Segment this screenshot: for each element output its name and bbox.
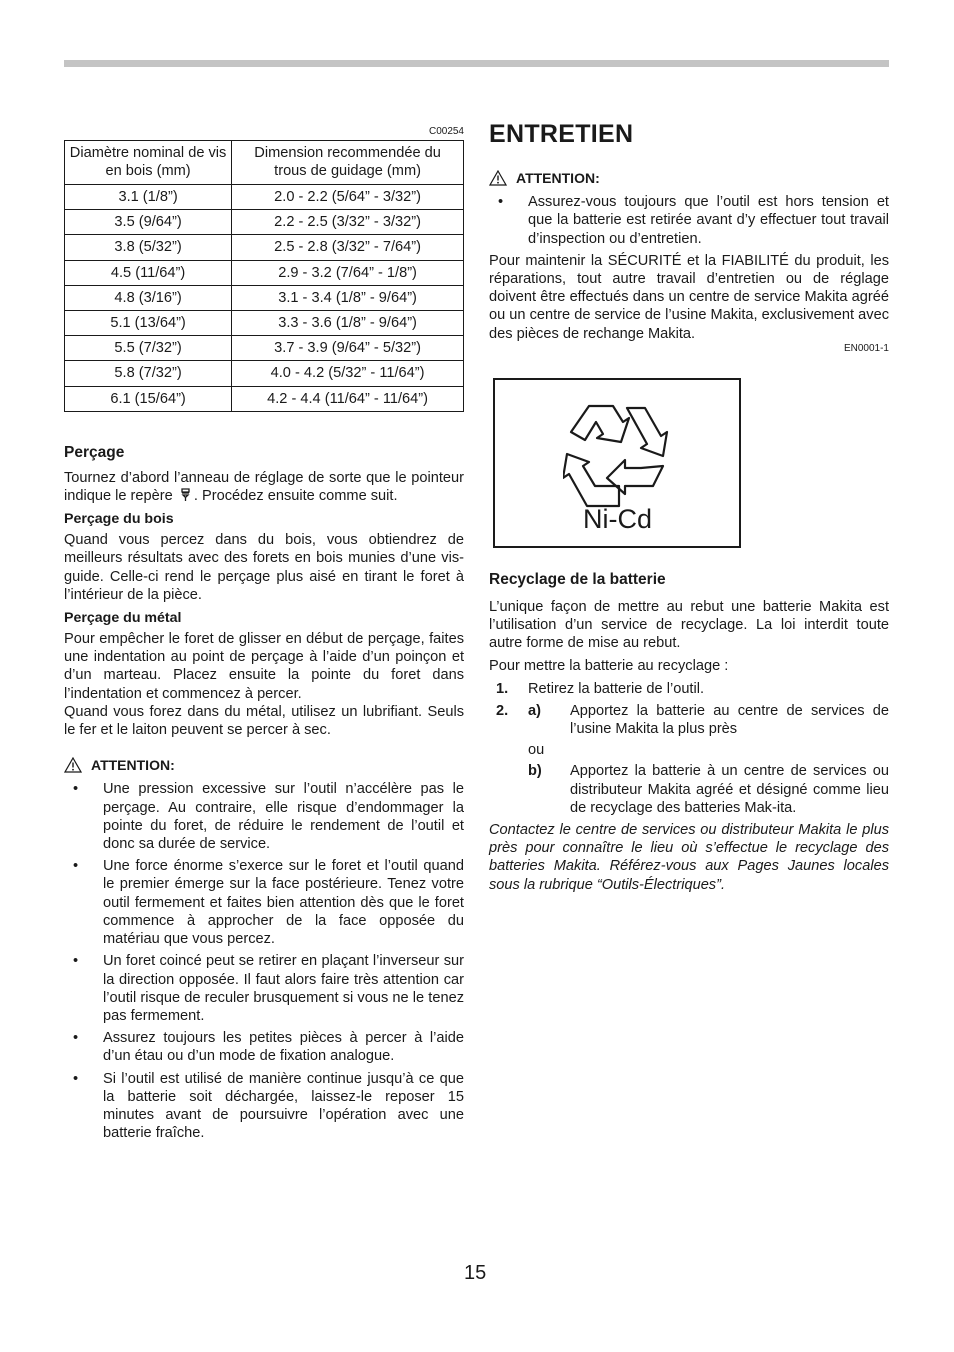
step-number: 2. xyxy=(496,702,509,719)
table-cell: 5.8 (7/32”) xyxy=(65,361,232,386)
list-item xyxy=(64,857,464,948)
table-row xyxy=(65,210,464,235)
percage-text-start: Tournez d’abord l’anneau de réglage de sorte que le pointeur indique le repère xyxy=(64,469,464,505)
screw-size-table xyxy=(64,140,464,412)
list-item xyxy=(489,680,889,698)
list-item xyxy=(489,702,889,817)
page-title: ENTRETIEN xyxy=(489,120,634,148)
table-cell: 3.8 (5/32”) xyxy=(65,235,232,260)
warning-icon xyxy=(64,757,82,773)
table-cell: 3.5 (9/64”) xyxy=(65,210,232,235)
table-row xyxy=(65,235,464,260)
table-code: C00254 xyxy=(428,126,464,137)
table-header: Dimension recommendée du trous de guidage (mm) xyxy=(232,141,464,185)
bullet-icon: • xyxy=(73,1030,79,1047)
table-row xyxy=(65,336,464,361)
table-row xyxy=(65,260,464,285)
step-number: 1. xyxy=(496,680,509,697)
table-cell: 2.9 - 3.2 (7/64” - 1/8”) xyxy=(232,260,464,285)
step-text: Retirez la batterie de l’outil. xyxy=(528,680,705,697)
left-column xyxy=(64,126,464,1146)
option-text: Apportez la batterie à un centre de services ou distributeur Makita agréé et désigné comme lieu de recyclage des batteries Mak-ita. xyxy=(570,763,889,816)
subtitle-bois: Perçage du bois xyxy=(64,511,174,528)
drill-mode-icon xyxy=(181,488,190,504)
table-cell: 5.1 (13/64”) xyxy=(65,311,232,336)
recycle-icon xyxy=(563,402,673,508)
right-column xyxy=(489,118,889,894)
attention-label: ATTENTION: xyxy=(91,757,175,774)
list-item-text: Si l’outil est utilisé de manière continue jusqu’à ce que la batterie soit déchargée, laissez-le reposer 15 minutes avant de poursuivre l’opération avec une batterie fraîche. xyxy=(103,1070,464,1142)
attention-label: ATTENTION: xyxy=(516,170,600,186)
page-number: 15 xyxy=(464,1262,487,1284)
table-row xyxy=(65,361,464,386)
table-cell: 2.0 - 2.2 (5/64” - 3/32”) xyxy=(232,185,464,210)
recycle-steps xyxy=(489,680,889,817)
table-cell: 5.5 (7/32”) xyxy=(65,336,232,361)
option-text: Apportez la batterie au centre de services de l’usine Makita la plus près xyxy=(570,702,889,738)
contact-paragraph: Contactez le centre de services ou distributeur Makita le plus près pour connaître le lieu où s’effectue le recyclage des batteries Makita. Référez-vous aux Pages Jaunes locales sous la rubrique “Outils-Électriques”. xyxy=(489,822,889,893)
bullet-icon: • xyxy=(73,1070,79,1087)
recycle-intro: Pour mettre la batterie au recyclage : xyxy=(489,658,729,675)
battery-type-label: Ni-Cd xyxy=(583,503,653,534)
table-header-row xyxy=(65,141,464,185)
list-item-text: Un foret coincé peut se retirer en plaçant l’inverseur sur la direction opposée. Il faut alors faire très attention car l’outil risque de reculer brusquement si vous ne le tenez pas fermement. xyxy=(103,953,464,1024)
section-code: EN0001-1 xyxy=(843,342,889,354)
table-cell: 3.1 (1/8”) xyxy=(65,185,232,210)
step-options xyxy=(528,702,889,817)
table-cell: 2.5 - 2.8 (3/32” - 7/64”) xyxy=(232,235,464,260)
list-item xyxy=(64,780,464,853)
recycle-paragraph: L’unique façon de mettre au rebut une batterie Makita est l’utilisation d’un service de recyclage. La loi interdit toute autre forme de mise au rebut. xyxy=(489,598,889,652)
table-row xyxy=(65,185,464,210)
header-rule xyxy=(64,60,889,67)
table-cell: 4.0 - 4.2 (5/32” - 11/64”) xyxy=(232,361,464,386)
step-option-a xyxy=(528,702,889,738)
warning-icon xyxy=(489,170,507,186)
list-item-text: Une pression excessive sur l’outil n’accélère pas le perçage. Au contraire, elle risque d’endommager la pointe du foret, de réduire le rendement de l’outil et donc sa durée de service. xyxy=(103,781,464,853)
table-row xyxy=(65,285,464,310)
table-header: Diamètre nominal de vis en bois (mm) xyxy=(65,141,232,185)
attention-heading xyxy=(489,169,889,187)
list-item xyxy=(489,193,889,248)
table-cell: 4.8 (3/16”) xyxy=(65,285,232,310)
list-item xyxy=(64,952,464,1025)
option-or: ou xyxy=(528,742,545,759)
list-item-text: Assurez toujours les petites pièces à percer à l’aide d’un étau ou d’un mode de fixation analogue. xyxy=(103,1030,464,1065)
list-item xyxy=(64,1029,464,1065)
attention-heading xyxy=(64,756,464,774)
attention-list xyxy=(489,193,889,248)
table-row xyxy=(65,386,464,411)
table-cell: 4.2 - 4.4 (11/64” - 11/64”) xyxy=(232,386,464,411)
percage-text-end: . Procédez ensuite comme suit. xyxy=(193,488,398,505)
bullet-icon: • xyxy=(73,858,79,875)
table-cell: 2.2 - 2.5 (3/32” - 3/32”) xyxy=(232,210,464,235)
bullet-icon: • xyxy=(498,194,504,211)
attention-list xyxy=(64,780,464,1142)
maintenance-paragraph: Pour maintenir la SÉCURITÉ et la FIABILITÉ du produit, les réparations, tout autre travail d’entretien ou de réglage doivent être effectués dans un centre de service Makita agréé ou un centre de service de l’usine Makita, exclusivement avec des pièces de rechange Makita. xyxy=(489,252,889,342)
list-item-text: Assurez-vous toujours que l’outil est hors tension et que la batterie est retirée avant d’y effectuer tout travail d’inspection ou d’entretien. xyxy=(528,194,889,247)
bullet-icon: • xyxy=(73,781,79,798)
subtitle-metal: Perçage du métal xyxy=(64,610,182,627)
table-cell: 4.5 (11/64”) xyxy=(65,260,232,285)
table-row xyxy=(65,311,464,336)
list-item xyxy=(64,1070,464,1143)
metal-paragraph-1: Pour empêcher le foret de glisser en début de perçage, faites une indentation au point de perçage à l’aide d’un poinçon et d’un marteau. Placez ensuite la pointe du foret dans l’indentation et commencez à percer. xyxy=(64,631,464,702)
metal-paragraph-2: Quand vous forez dans du métal, utilisez un lubrifiant. Seuls le fer et le laiton peuvent se percer à sec. xyxy=(64,703,464,739)
section-title-percage: Perçage xyxy=(64,443,125,461)
table-cell: 3.7 - 3.9 (9/64” - 5/32”) xyxy=(232,336,464,361)
list-item-text: Une force énorme s’exerce sur le foret et l’outil quand le premier émerge sur la face postérieure. Tenez votre outil fermement et faites bien attention dès que le foret commence à approcher de la face opposée du matériau que vous percez. xyxy=(103,858,464,948)
table-cell: 6.1 (15/64”) xyxy=(65,386,232,411)
option-letter: b) xyxy=(528,763,542,780)
bullet-icon: • xyxy=(73,953,79,970)
step-option-b xyxy=(528,762,889,817)
bois-paragraph: Quand vous percez dans du bois, vous obtiendrez de meilleurs résultats avec des forets en bois munies d’une vis-guide. Celle-ci rend le perçage plus aisé en tirant le foret à l’intérieur de la pièce. xyxy=(64,532,464,603)
percage-paragraph xyxy=(64,469,464,505)
option-letter: a) xyxy=(528,702,541,719)
table-cell: 3.1 - 3.4 (1/8” - 9/64”) xyxy=(232,285,464,310)
section-title-recycle: Recyclage de la batterie xyxy=(489,570,666,588)
table-cell: 3.3 - 3.6 (1/8” - 9/64”) xyxy=(232,311,464,336)
recycle-logo-box xyxy=(493,378,741,548)
